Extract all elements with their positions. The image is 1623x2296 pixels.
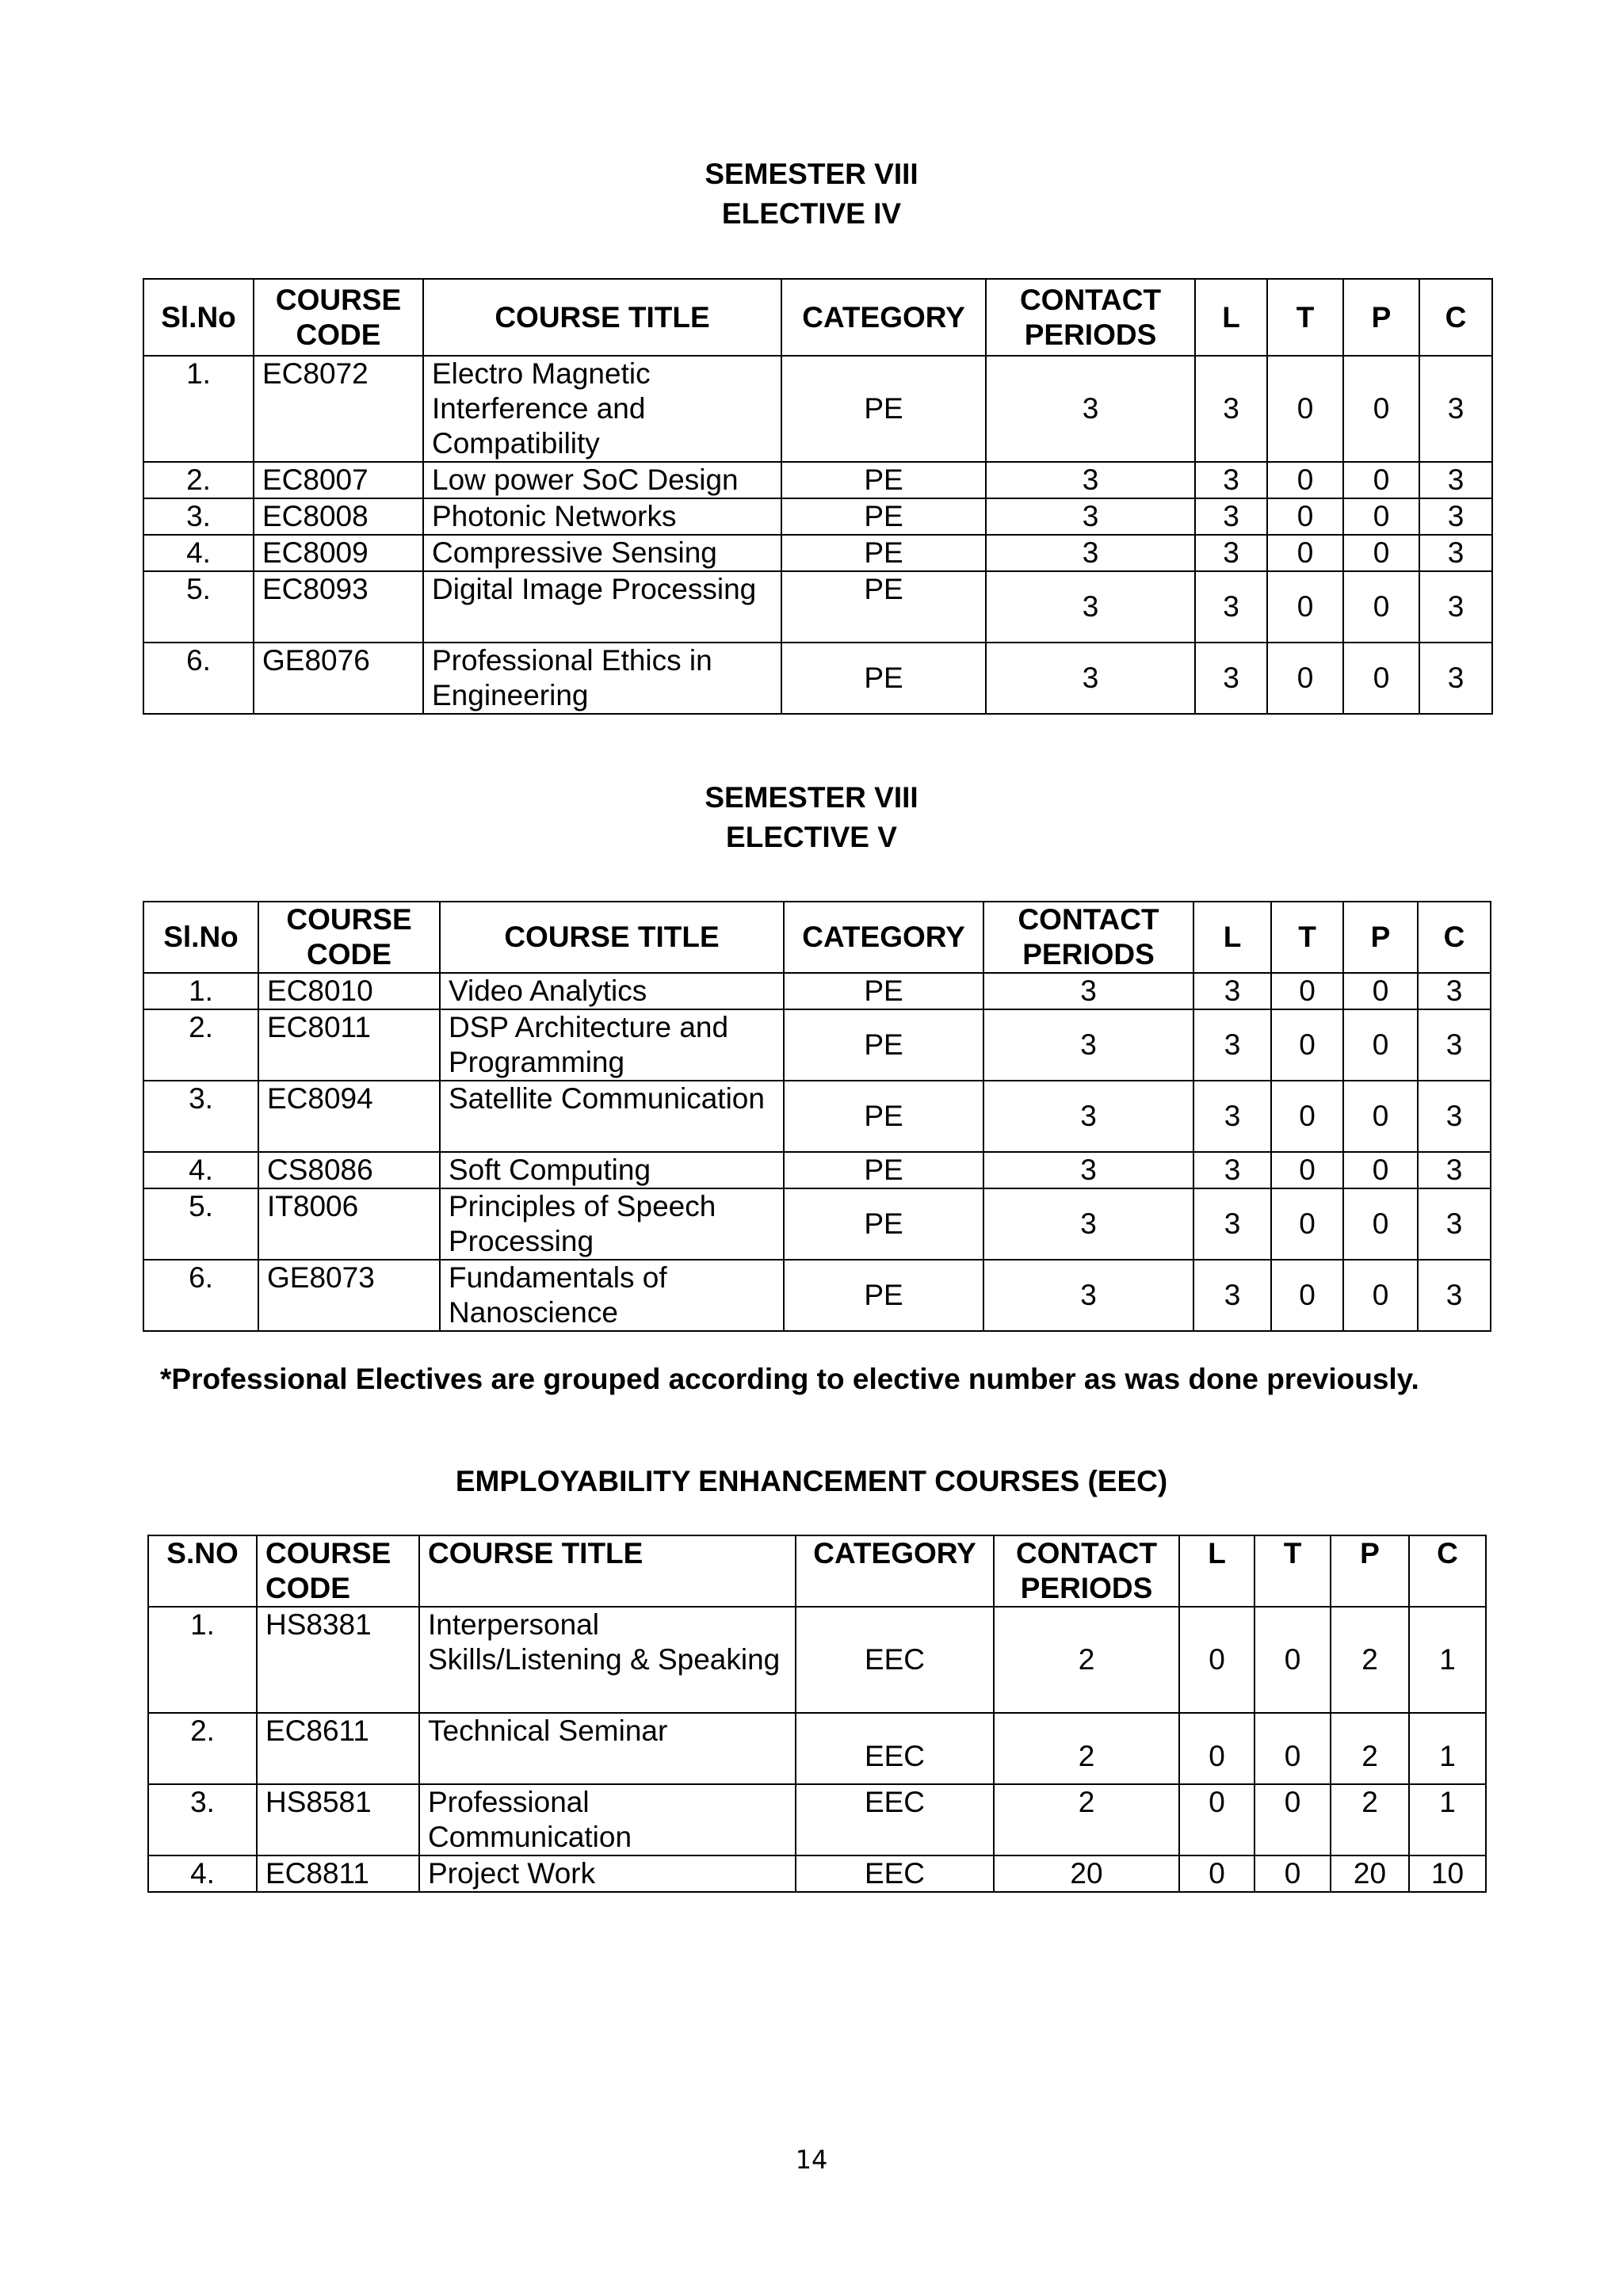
cell-course-code: IT8006 <box>258 1188 440 1260</box>
header-p: P <box>1343 902 1418 973</box>
header-slno: Sl.No <box>143 902 258 973</box>
cell-course-code: EC8072 <box>254 356 423 462</box>
cell-course-title: Satellite Communication <box>440 1081 784 1152</box>
cell-t: 0 <box>1271 1188 1343 1260</box>
cell-course-title: Video Analytics <box>440 973 784 1009</box>
table-row <box>143 1260 1491 1331</box>
cell-course-code: CS8086 <box>258 1152 440 1188</box>
cell-course-title: Digital Image Processing <box>423 571 781 643</box>
cell-course-title: Professional Communication <box>419 1784 796 1855</box>
cell-course-code: EC8093 <box>254 571 423 643</box>
cell-l: 3 <box>1193 1260 1271 1331</box>
cell-course-title: Principles of Speech Processing <box>440 1188 784 1260</box>
cell-contact-periods: 3 <box>986 571 1195 643</box>
cell-l: 3 <box>1193 1152 1271 1188</box>
cell-slno: 6. <box>143 643 254 714</box>
cell-contact-periods: 2 <box>994 1713 1179 1784</box>
header-t: T <box>1271 902 1343 973</box>
table-row <box>143 1081 1491 1152</box>
cell-course-code: GE8076 <box>254 643 423 714</box>
header-c: C <box>1409 1535 1486 1607</box>
cell-contact-periods: 3 <box>986 535 1195 571</box>
table-row <box>143 356 1492 462</box>
cell-category: PE <box>781 462 986 498</box>
cell-course-code: HS8381 <box>257 1607 419 1713</box>
cell-category: PE <box>781 571 986 643</box>
cell-contact-periods: 3 <box>983 1081 1193 1152</box>
table-row <box>148 1855 1486 1892</box>
cell-c: 1 <box>1409 1784 1486 1855</box>
header-c: C <box>1419 279 1492 356</box>
cell-course-title: Compressive Sensing <box>423 535 781 571</box>
cell-course-title: Soft Computing <box>440 1152 784 1188</box>
cell-contact-periods: 3 <box>983 1009 1193 1081</box>
section1-heading-line1: SEMESTER VIII <box>705 158 918 190</box>
cell-c: 3 <box>1418 1260 1491 1331</box>
cell-category: PE <box>781 535 986 571</box>
eec-table <box>147 1535 1487 1893</box>
cell-course-code: GE8073 <box>258 1260 440 1331</box>
cell-p: 0 <box>1343 535 1419 571</box>
cell-course-title: Photonic Networks <box>423 498 781 535</box>
cell-l: 3 <box>1193 1009 1271 1081</box>
cell-c: 3 <box>1419 571 1492 643</box>
cell-slno: 5. <box>143 1188 258 1260</box>
cell-contact-periods: 3 <box>983 1260 1193 1331</box>
table-row <box>148 1607 1486 1713</box>
cell-t: 0 <box>1267 535 1343 571</box>
cell-t: 0 <box>1271 1152 1343 1188</box>
cell-l: 3 <box>1195 498 1267 535</box>
cell-t: 0 <box>1254 1855 1331 1892</box>
cell-course-code: EC8011 <box>258 1009 440 1081</box>
header-c: C <box>1418 902 1491 973</box>
cell-p: 0 <box>1343 643 1419 714</box>
cell-slno: 3. <box>143 498 254 535</box>
cell-t: 0 <box>1267 462 1343 498</box>
cell-slno: 1. <box>143 356 254 462</box>
cell-l: 3 <box>1195 462 1267 498</box>
cell-course-title: Technical Seminar <box>419 1713 796 1784</box>
cell-t: 0 <box>1271 1009 1343 1081</box>
cell-course-code: EC8611 <box>257 1713 419 1784</box>
header-l: L <box>1179 1535 1254 1607</box>
cell-course-title: Low power SoC Design <box>423 462 781 498</box>
cell-l: 0 <box>1179 1607 1254 1713</box>
cell-course-code: EC8094 <box>258 1081 440 1152</box>
header-t: T <box>1267 279 1343 356</box>
header-p: P <box>1331 1535 1409 1607</box>
cell-slno: 1. <box>143 973 258 1009</box>
cell-c: 3 <box>1419 643 1492 714</box>
cell-slno: 4. <box>143 1152 258 1188</box>
cell-p: 2 <box>1331 1784 1409 1855</box>
cell-slno: 2. <box>148 1713 257 1784</box>
section2-heading-line2: ELECTIVE V <box>726 821 897 853</box>
cell-contact-periods: 3 <box>983 1188 1193 1260</box>
cell-course-code: EC8009 <box>254 535 423 571</box>
cell-c: 10 <box>1409 1855 1486 1892</box>
table-header-row <box>148 1535 1486 1607</box>
cell-c: 3 <box>1418 1152 1491 1188</box>
cell-course-title: Project Work <box>419 1855 796 1892</box>
cell-slno: 4. <box>148 1855 257 1892</box>
cell-t: 0 <box>1267 571 1343 643</box>
header-slno: S.NO <box>148 1535 257 1607</box>
header-course-title: COURSE TITLE <box>423 279 781 356</box>
table-row <box>148 1784 1486 1855</box>
cell-t: 0 <box>1271 1260 1343 1331</box>
elective-v-table <box>143 901 1491 1332</box>
header-l: L <box>1195 279 1267 356</box>
cell-c: 3 <box>1418 1081 1491 1152</box>
cell-c: 3 <box>1418 1009 1491 1081</box>
cell-category: PE <box>781 356 986 462</box>
cell-c: 3 <box>1419 498 1492 535</box>
cell-course-title: Interpersonal Skills/Listening & Speaking <box>419 1607 796 1713</box>
cell-c: 3 <box>1418 1188 1491 1260</box>
cell-slno: 3. <box>148 1784 257 1855</box>
table-row <box>148 1713 1486 1784</box>
cell-p: 0 <box>1343 356 1419 462</box>
cell-course-code: EC8811 <box>257 1855 419 1892</box>
cell-category: PE <box>781 643 986 714</box>
cell-l: 3 <box>1193 1188 1271 1260</box>
cell-category: PE <box>784 1009 983 1081</box>
cell-c: 3 <box>1419 462 1492 498</box>
cell-course-title: Professional Ethics in Engineering <box>423 643 781 714</box>
cell-p: 0 <box>1343 462 1419 498</box>
cell-l: 0 <box>1179 1784 1254 1855</box>
cell-contact-periods: 3 <box>983 973 1193 1009</box>
section2-heading-line1: SEMESTER VIII <box>705 781 918 814</box>
cell-course-title: Electro Magnetic Interference and Compatibility <box>423 356 781 462</box>
section3-heading: EMPLOYABILITY ENHANCEMENT COURSES (EEC) <box>455 1465 1168 1497</box>
section1-heading <box>0 154 1623 234</box>
cell-category: PE <box>784 1260 983 1331</box>
table-row <box>143 643 1492 714</box>
cell-c: 1 <box>1409 1607 1486 1713</box>
header-slno: Sl.No <box>143 279 254 356</box>
table-header-row <box>143 902 1491 973</box>
header-p: P <box>1343 279 1419 356</box>
table-row <box>143 535 1492 571</box>
header-course-code: COURSE CODE <box>257 1535 419 1607</box>
cell-c: 3 <box>1419 356 1492 462</box>
cell-category: PE <box>781 498 986 535</box>
cell-category: EEC <box>796 1607 994 1713</box>
cell-category: EEC <box>796 1855 994 1892</box>
cell-category: EEC <box>796 1713 994 1784</box>
header-category: CATEGORY <box>796 1535 994 1607</box>
cell-contact-periods: 3 <box>986 356 1195 462</box>
cell-course-code: EC8010 <box>258 973 440 1009</box>
cell-t: 0 <box>1254 1607 1331 1713</box>
cell-t: 0 <box>1267 498 1343 535</box>
cell-category: EEC <box>796 1784 994 1855</box>
table-row <box>143 498 1492 535</box>
table-row <box>143 1188 1491 1260</box>
elective-iv-table <box>143 278 1493 715</box>
cell-l: 3 <box>1195 571 1267 643</box>
cell-c: 3 <box>1419 535 1492 571</box>
header-category: CATEGORY <box>784 902 983 973</box>
cell-p: 0 <box>1343 498 1419 535</box>
cell-slno: 4. <box>143 535 254 571</box>
header-course-title: COURSE TITLE <box>440 902 784 973</box>
cell-l: 3 <box>1195 535 1267 571</box>
cell-p: 20 <box>1331 1855 1409 1892</box>
cell-c: 1 <box>1409 1713 1486 1784</box>
header-t: T <box>1254 1535 1331 1607</box>
cell-t: 0 <box>1271 973 1343 1009</box>
header-category: CATEGORY <box>781 279 986 356</box>
header-course-code: COURSE CODE <box>258 902 440 973</box>
cell-contact-periods: 2 <box>994 1607 1179 1713</box>
cell-contact-periods: 3 <box>986 498 1195 535</box>
cell-c: 3 <box>1418 973 1491 1009</box>
header-contact-periods: CONTACT PERIODS <box>986 279 1195 356</box>
cell-slno: 5. <box>143 571 254 643</box>
header-course-code: COURSE CODE <box>254 279 423 356</box>
cell-category: PE <box>784 1188 983 1260</box>
cell-p: 0 <box>1343 1009 1418 1081</box>
cell-contact-periods: 3 <box>986 643 1195 714</box>
cell-contact-periods: 3 <box>986 462 1195 498</box>
cell-course-title: Fundamentals of Nanoscience <box>440 1260 784 1331</box>
cell-l: 3 <box>1193 1081 1271 1152</box>
cell-p: 2 <box>1331 1713 1409 1784</box>
cell-p: 0 <box>1343 1081 1418 1152</box>
header-contact-periods: CONTACT PERIODS <box>983 902 1193 973</box>
cell-p: 0 <box>1343 1260 1418 1331</box>
cell-course-code: HS8581 <box>257 1784 419 1855</box>
cell-p: 0 <box>1343 973 1418 1009</box>
table-row <box>143 1152 1491 1188</box>
table-row <box>143 1009 1491 1081</box>
table-row <box>143 571 1492 643</box>
cell-category: PE <box>784 1152 983 1188</box>
section1-heading-line2: ELECTIVE IV <box>721 197 902 230</box>
cell-l: 0 <box>1179 1855 1254 1892</box>
cell-contact-periods: 2 <box>994 1784 1179 1855</box>
cell-l: 3 <box>1193 973 1271 1009</box>
cell-p: 0 <box>1343 571 1419 643</box>
header-l: L <box>1193 902 1271 973</box>
cell-slno: 6. <box>143 1260 258 1331</box>
table-header-row <box>143 279 1492 356</box>
cell-t: 0 <box>1267 643 1343 714</box>
cell-l: 3 <box>1195 356 1267 462</box>
page-number: 14 <box>795 2145 828 2175</box>
header-contact-periods: CONTACT PERIODS <box>994 1535 1179 1607</box>
cell-l: 0 <box>1179 1713 1254 1784</box>
cell-t: 0 <box>1267 356 1343 462</box>
cell-course-code: EC8008 <box>254 498 423 535</box>
cell-course-code: EC8007 <box>254 462 423 498</box>
cell-category: PE <box>784 1081 983 1152</box>
section2-heading <box>0 778 1623 857</box>
cell-slno: 3. <box>143 1081 258 1152</box>
cell-t: 0 <box>1254 1713 1331 1784</box>
cell-slno: 1. <box>148 1607 257 1713</box>
cell-p: 0 <box>1343 1188 1418 1260</box>
cell-slno: 2. <box>143 1009 258 1081</box>
cell-category: PE <box>784 973 983 1009</box>
cell-p: 0 <box>1343 1152 1418 1188</box>
cell-t: 0 <box>1271 1081 1343 1152</box>
cell-contact-periods: 3 <box>983 1152 1193 1188</box>
cell-slno: 2. <box>143 462 254 498</box>
header-course-title: COURSE TITLE <box>419 1535 796 1607</box>
cell-p: 2 <box>1331 1607 1409 1713</box>
cell-t: 0 <box>1254 1784 1331 1855</box>
cell-course-title: DSP Architecture and Programming <box>440 1009 784 1081</box>
table-row <box>143 462 1492 498</box>
cell-contact-periods: 20 <box>994 1855 1179 1892</box>
professional-electives-note: *Professional Electives are grouped according to elective number as was done previously. <box>160 1363 1419 1395</box>
table-row <box>143 973 1491 1009</box>
cell-l: 3 <box>1195 643 1267 714</box>
